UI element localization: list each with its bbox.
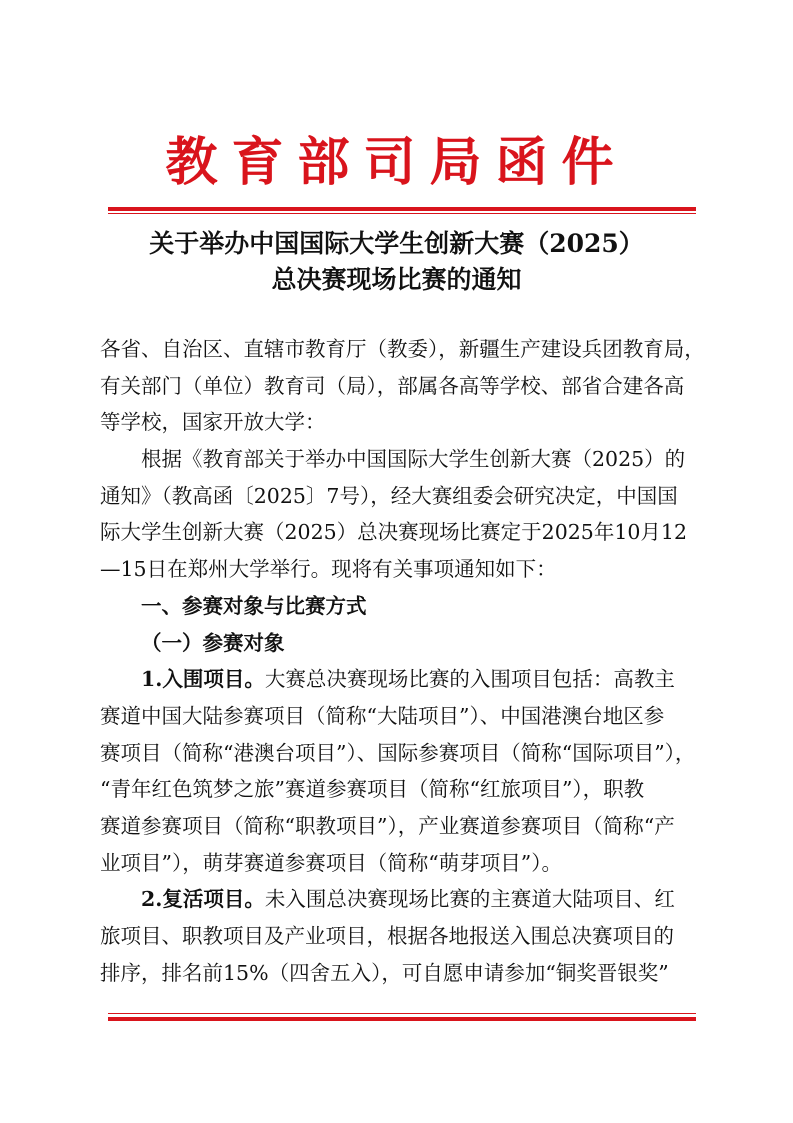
sub-heading: （一）参赛对象 bbox=[141, 630, 285, 655]
item-1-first-line bbox=[100, 661, 705, 698]
item-1-text: 大赛总决赛现场比赛的入围项目包括：高教主 bbox=[264, 667, 675, 692]
item-1-line: “青年红色筑梦之旅”赛道参赛项目（简称“红旅项目”），职教 bbox=[100, 777, 645, 802]
document-title-line-1: 关于举办中国国际大学生创新大赛（2025） bbox=[149, 229, 644, 258]
letterhead-rule-thin bbox=[108, 213, 696, 214]
footer-rule-thin bbox=[108, 1013, 696, 1014]
item-1-label: 1.入围项目。 bbox=[141, 667, 265, 692]
salutation-line: 等学校，国家开放大学： bbox=[100, 410, 326, 435]
salutation-line: 有关部门（单位）教育司（局），部属各高等学校、部省合建各高 bbox=[100, 373, 685, 398]
intro-line: 根据《教育部关于举办中国国际大学生创新大赛（2025）的 bbox=[141, 447, 686, 472]
item-1-line: 业项目”），萌芽赛道参赛项目（简称“萌芽项目”）。 bbox=[100, 850, 562, 875]
item-1-line: 赛道中国大陆参赛项目（简称“大陆项目”）、中国港澳台地区参 bbox=[100, 703, 665, 728]
document-title-line-2: 总决赛现场比赛的通知 bbox=[271, 265, 522, 294]
salutation-line: 各省、自治区、直辖市教育厅（教委），新疆生产建设兵团教育局， bbox=[100, 337, 705, 361]
item-2-line: 排序，排名前15%（四舍五入），可自愿申请参加“铜奖晋银奖” bbox=[100, 960, 669, 985]
intro-line: 通知》（教高函〔2025〕7号），经大赛组委会研究决定，中国国 bbox=[100, 483, 678, 508]
section-heading: 一、参赛对象与比赛方式 bbox=[141, 593, 367, 618]
intro-line: —15日在郑州大学举行。现将有关事项通知如下： bbox=[100, 557, 557, 582]
footer-rule-thick bbox=[108, 1017, 696, 1021]
intro-line: 际大学生创新大赛（2025）总决赛现场比赛定于2025年10月12 bbox=[100, 520, 688, 545]
item-1-line: 赛项目（简称“港澳台项目”）、国际参赛项目（简称“国际项目”）， bbox=[100, 740, 696, 765]
item-2-first-line bbox=[100, 881, 705, 918]
document-body bbox=[100, 331, 705, 991]
letterhead-rule-thick bbox=[108, 207, 696, 211]
item-1-line: 赛道参赛项目（简称“职教项目”），产业赛道参赛项目（简称“产 bbox=[100, 813, 675, 838]
item-2-line: 旅项目、职教项目及产业项目，根据各地报送入围总决赛项目的 bbox=[100, 924, 674, 948]
letterhead-title: 教育部司局函件 bbox=[165, 132, 628, 193]
item-2-label: 2.复活项目。 bbox=[141, 887, 265, 912]
item-2-text: 未入围总决赛现场比赛的主赛道大陆项目、红 bbox=[264, 887, 675, 912]
